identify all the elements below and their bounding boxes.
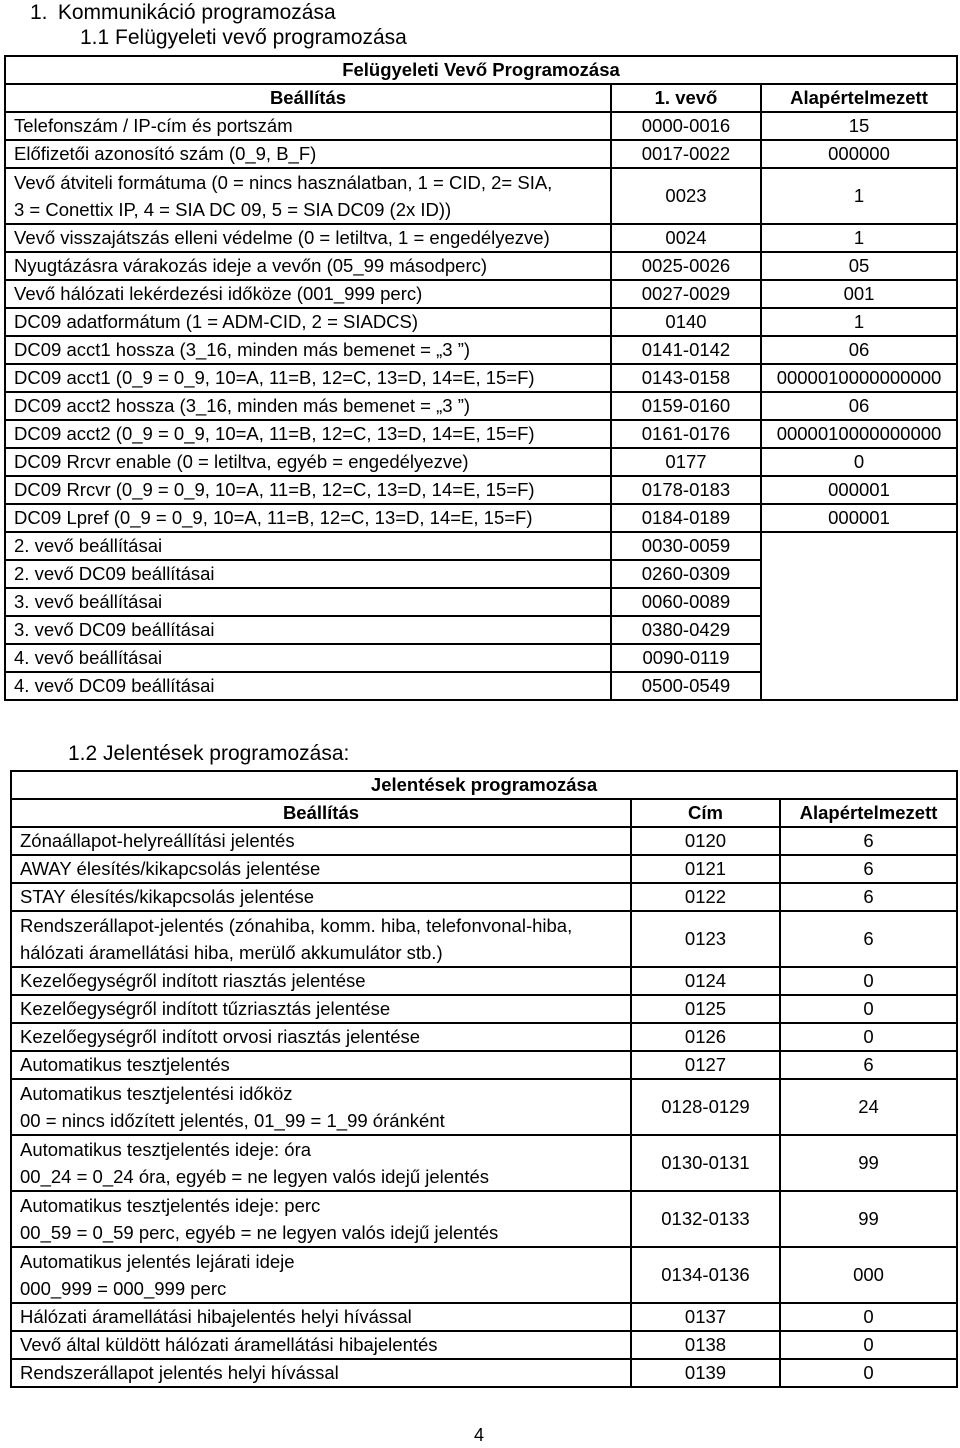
setting-address: 0178-0183 [611, 476, 761, 504]
setting-label [5, 224, 611, 252]
table-row [5, 504, 957, 532]
table2-header-default: Alapértelmezett [780, 799, 957, 827]
table-row [11, 1191, 957, 1247]
setting-address: 0060-0089 [611, 588, 761, 616]
setting-label-line: DC09 Lpref (0_9 = 0_9, 10=A, 11=B, 12=C, 13=D, 14=E, 15=F) [14, 507, 533, 528]
setting-label-line: DC09 adatformátum (1 = ADM-CID, 2 = SIADCS) [14, 311, 419, 332]
setting-label [11, 827, 631, 855]
setting-label: 3. vevő beállításai [5, 588, 611, 616]
table-row [5, 140, 957, 168]
setting-label-line: Automatikus jelentés lejárati ideje [20, 1251, 295, 1272]
setting-label [11, 911, 631, 967]
table-row [11, 1331, 957, 1359]
setting-address: 0122 [631, 883, 780, 911]
setting-label-line: DC09 acct1 (0_9 = 0_9, 10=A, 11=B, 12=C, 13=D, 14=E, 15=F) [14, 367, 535, 388]
setting-label-line: DC09 Rrcvr (0_9 = 0_9, 10=A, 11=B, 12=C, 13=D, 14=E, 15=F) [14, 479, 535, 500]
table1-header-default: Alapértelmezett [761, 84, 957, 112]
setting-address: 0090-0119 [611, 644, 761, 672]
setting-label-line: Kezelőegységről indított orvosi riasztás jelentése [20, 1026, 421, 1047]
setting-label-line: Vevő átviteli formátuma (0 = nincs használatban, 1 = CID, 2= SIA, [14, 172, 553, 193]
setting-default: 99 [780, 1191, 957, 1247]
table-row [5, 392, 957, 420]
receiver-programming-table [4, 55, 958, 701]
setting-label [5, 280, 611, 308]
table-row [11, 911, 957, 967]
setting-address: 0500-0549 [611, 672, 761, 700]
setting-default: 0 [761, 448, 957, 476]
empty-default-cell [761, 532, 957, 700]
setting-address: 0159-0160 [611, 392, 761, 420]
setting-label [11, 1023, 631, 1051]
setting-address: 0123 [631, 911, 780, 967]
setting-default: 0 [780, 1023, 957, 1051]
table-row [11, 1051, 957, 1079]
setting-label-line: Zónaállapot-helyreállítási jelentés [20, 830, 295, 851]
setting-label-line: Hálózati áramellátási hibajelentés helyi hívással [20, 1306, 412, 1327]
setting-default: 6 [780, 911, 957, 967]
setting-default: 1 [761, 168, 957, 224]
setting-label [5, 420, 611, 448]
setting-label [11, 967, 631, 995]
table2-header-address: Cím [631, 799, 780, 827]
setting-default: 000000 [761, 140, 957, 168]
setting-label [11, 1359, 631, 1387]
setting-label [11, 1247, 631, 1303]
setting-default: 001 [761, 280, 957, 308]
setting-label-line: Rendszerállapot-jelentés (zónahiba, komm. hiba, telefonvonal-hiba, [20, 915, 573, 936]
setting-label [5, 504, 611, 532]
setting-label: 4. vevő beállításai [5, 644, 611, 672]
table-row [5, 112, 957, 140]
setting-default: 0 [780, 995, 957, 1023]
table-row [11, 1247, 957, 1303]
setting-address: 0126 [631, 1023, 780, 1051]
setting-address: 0030-0059 [611, 532, 761, 560]
setting-label-line: AWAY élesítés/kikapcsolás jelentése [20, 858, 321, 879]
setting-label-line: Automatikus tesztjelentés ideje: perc [20, 1195, 321, 1216]
setting-default: 6 [780, 855, 957, 883]
setting-address: 0138 [631, 1331, 780, 1359]
table-row [11, 827, 957, 855]
table-row [5, 280, 957, 308]
heading-1-2-number: 1.2 [68, 742, 98, 765]
setting-label-line: Vevő által küldött hálózati áramellátási hibajelentés [20, 1334, 438, 1355]
setting-label: 3. vevő DC09 beállításai [5, 616, 611, 644]
table-row [11, 883, 957, 911]
setting-label [11, 1051, 631, 1079]
page-number: 4 [474, 1425, 485, 1445]
setting-label-line: Kezelőegységről indított tűzriasztás jelentése [20, 998, 391, 1019]
setting-default: 24 [780, 1079, 957, 1135]
heading-1-1-text: Felügyeleti vevő programozása [115, 26, 407, 49]
table1-title: Felügyeleti Vevő Programozása [5, 56, 957, 84]
setting-address: 0125 [631, 995, 780, 1023]
heading-1-2-text: Jelentések programozása: [103, 742, 350, 765]
setting-label-line: hálózati áramellátási hiba, merülő akkumulátor stb.) [20, 942, 443, 963]
setting-label [5, 476, 611, 504]
setting-label-line: Vevő hálózati lekérdezési időköze (001_999 perc) [14, 283, 423, 304]
table1-header-setting: Beállítás [5, 84, 611, 112]
table1-header-receiver: 1. vevő [611, 84, 761, 112]
setting-label [11, 883, 631, 911]
setting-label [5, 448, 611, 476]
table-row [5, 364, 957, 392]
table-row [5, 448, 957, 476]
setting-address: 0025-0026 [611, 252, 761, 280]
setting-address: 0141-0142 [611, 336, 761, 364]
setting-label-line: Előfizetői azonosító szám (0_9, B_F) [14, 143, 317, 164]
setting-label [11, 855, 631, 883]
setting-default: 0 [780, 1359, 957, 1387]
setting-address: 0130-0131 [631, 1135, 780, 1191]
setting-label [11, 1331, 631, 1359]
table-row [11, 1023, 957, 1051]
setting-label-line: 00_59 = 0_59 perc, egyéb = ne legyen valós idejű jelentés [20, 1222, 499, 1243]
setting-default: 000001 [761, 476, 957, 504]
table-row [5, 476, 957, 504]
setting-default: 0 [780, 967, 957, 995]
heading-1-1 [80, 25, 407, 51]
setting-label-line: 3 = Conettix IP, 4 = SIA DC 09, 5 = SIA DC09 (2x ID)) [14, 199, 452, 220]
setting-label [5, 168, 611, 224]
setting-label [5, 392, 611, 420]
table-row [5, 336, 957, 364]
setting-default: 99 [780, 1135, 957, 1191]
setting-label-line: DC09 Rrcvr enable (0 = letiltva, egyéb = engedélyezve) [14, 451, 469, 472]
table-row [11, 1135, 957, 1191]
setting-default: 1 [761, 224, 957, 252]
table-row [11, 995, 957, 1023]
setting-label-line: 00_24 = 0_24 óra, egyéb = ne legyen valós idejű jelentés [20, 1166, 490, 1187]
setting-default: 6 [780, 883, 957, 911]
setting-address: 0121 [631, 855, 780, 883]
setting-address: 0380-0429 [611, 616, 761, 644]
setting-address: 0132-0133 [631, 1191, 780, 1247]
setting-label [11, 995, 631, 1023]
table-row [5, 532, 957, 560]
setting-label-line: Rendszerállapot jelentés helyi hívással [20, 1362, 339, 1383]
setting-default: 06 [761, 336, 957, 364]
setting-label [5, 364, 611, 392]
setting-address: 0000-0016 [611, 112, 761, 140]
setting-address: 0177 [611, 448, 761, 476]
setting-address: 0124 [631, 967, 780, 995]
setting-label-line: Telefonszám / IP-cím és portszám [14, 115, 293, 136]
setting-address: 0023 [611, 168, 761, 224]
setting-default: 6 [780, 1051, 957, 1079]
setting-label [11, 1191, 631, 1247]
setting-label-line: DC09 acct1 hossza (3_16, minden más bemenet = „3 ”) [14, 339, 471, 360]
table-row [11, 855, 957, 883]
setting-label-line: Automatikus tesztjelentés ideje: óra [20, 1139, 312, 1160]
setting-default: 000001 [761, 504, 957, 532]
heading-1 [30, 0, 336, 26]
setting-label-line: Automatikus tesztjelentés [20, 1054, 230, 1075]
table2-header-setting: Beállítás [11, 799, 631, 827]
setting-label-line: Nyugtázásra várakozás ideje a vevőn (05_99 másodperc) [14, 255, 488, 276]
setting-label [5, 112, 611, 140]
setting-default: 0 [780, 1303, 957, 1331]
setting-label-line: Automatikus tesztjelentési időköz [20, 1083, 293, 1104]
setting-address: 0120 [631, 827, 780, 855]
heading-1-text: Kommunikáció programozása [57, 1, 336, 24]
setting-default: 15 [761, 112, 957, 140]
setting-address: 0139 [631, 1359, 780, 1387]
setting-label-line: Kezelőegységről indított riasztás jelentése [20, 970, 366, 991]
setting-address: 0260-0309 [611, 560, 761, 588]
table-row [5, 308, 957, 336]
setting-label [11, 1135, 631, 1191]
setting-default: 0000010000000000 [761, 364, 957, 392]
heading-1-2 [68, 741, 349, 767]
setting-label-line: 000_999 = 000_999 perc [20, 1278, 227, 1299]
setting-address: 0134-0136 [631, 1247, 780, 1303]
setting-default: 1 [761, 308, 957, 336]
reports-programming-table [10, 770, 958, 1388]
heading-1-number: 1. [30, 1, 48, 24]
table-row [5, 224, 957, 252]
setting-default: 0000010000000000 [761, 420, 957, 448]
setting-address: 0127 [631, 1051, 780, 1079]
table-row [11, 967, 957, 995]
setting-label-line: DC09 acct2 (0_9 = 0_9, 10=A, 11=B, 12=C, 13=D, 14=E, 15=F) [14, 423, 535, 444]
setting-label [11, 1303, 631, 1331]
setting-address: 0140 [611, 308, 761, 336]
setting-label: 2. vevő beállításai [5, 532, 611, 560]
setting-default: 000 [780, 1247, 957, 1303]
setting-address: 0161-0176 [611, 420, 761, 448]
setting-address: 0017-0022 [611, 140, 761, 168]
table-row [5, 420, 957, 448]
setting-address: 0027-0029 [611, 280, 761, 308]
setting-default: 05 [761, 252, 957, 280]
heading-1-1-number: 1.1 [80, 26, 110, 49]
table-row [11, 1359, 957, 1387]
setting-label-line: DC09 acct2 hossza (3_16, minden más bemenet = „3 ”) [14, 395, 471, 416]
table2-title: Jelentések programozása [11, 771, 957, 799]
setting-label [5, 140, 611, 168]
setting-address: 0128-0129 [631, 1079, 780, 1135]
setting-label: 4. vevő DC09 beállításai [5, 672, 611, 700]
setting-label-line: STAY élesítés/kikapcsolás jelentése [20, 886, 315, 907]
table-row [11, 1303, 957, 1331]
setting-label [5, 308, 611, 336]
setting-default: 0 [780, 1331, 957, 1359]
setting-label [5, 252, 611, 280]
table-row [11, 1079, 957, 1135]
setting-label-line: 00 = nincs időzített jelentés, 01_99 = 1_99 óránként [20, 1110, 445, 1131]
setting-address: 0137 [631, 1303, 780, 1331]
setting-label [5, 336, 611, 364]
setting-address: 0024 [611, 224, 761, 252]
setting-address: 0143-0158 [611, 364, 761, 392]
setting-label: 2. vevő DC09 beállításai [5, 560, 611, 588]
table-row [5, 252, 957, 280]
table-row [5, 168, 957, 224]
setting-default: 06 [761, 392, 957, 420]
setting-address: 0184-0189 [611, 504, 761, 532]
setting-label [11, 1079, 631, 1135]
setting-label-line: Vevő visszajátszás elleni védelme (0 = letiltva, 1 = engedélyezve) [14, 227, 550, 248]
setting-default: 6 [780, 827, 957, 855]
